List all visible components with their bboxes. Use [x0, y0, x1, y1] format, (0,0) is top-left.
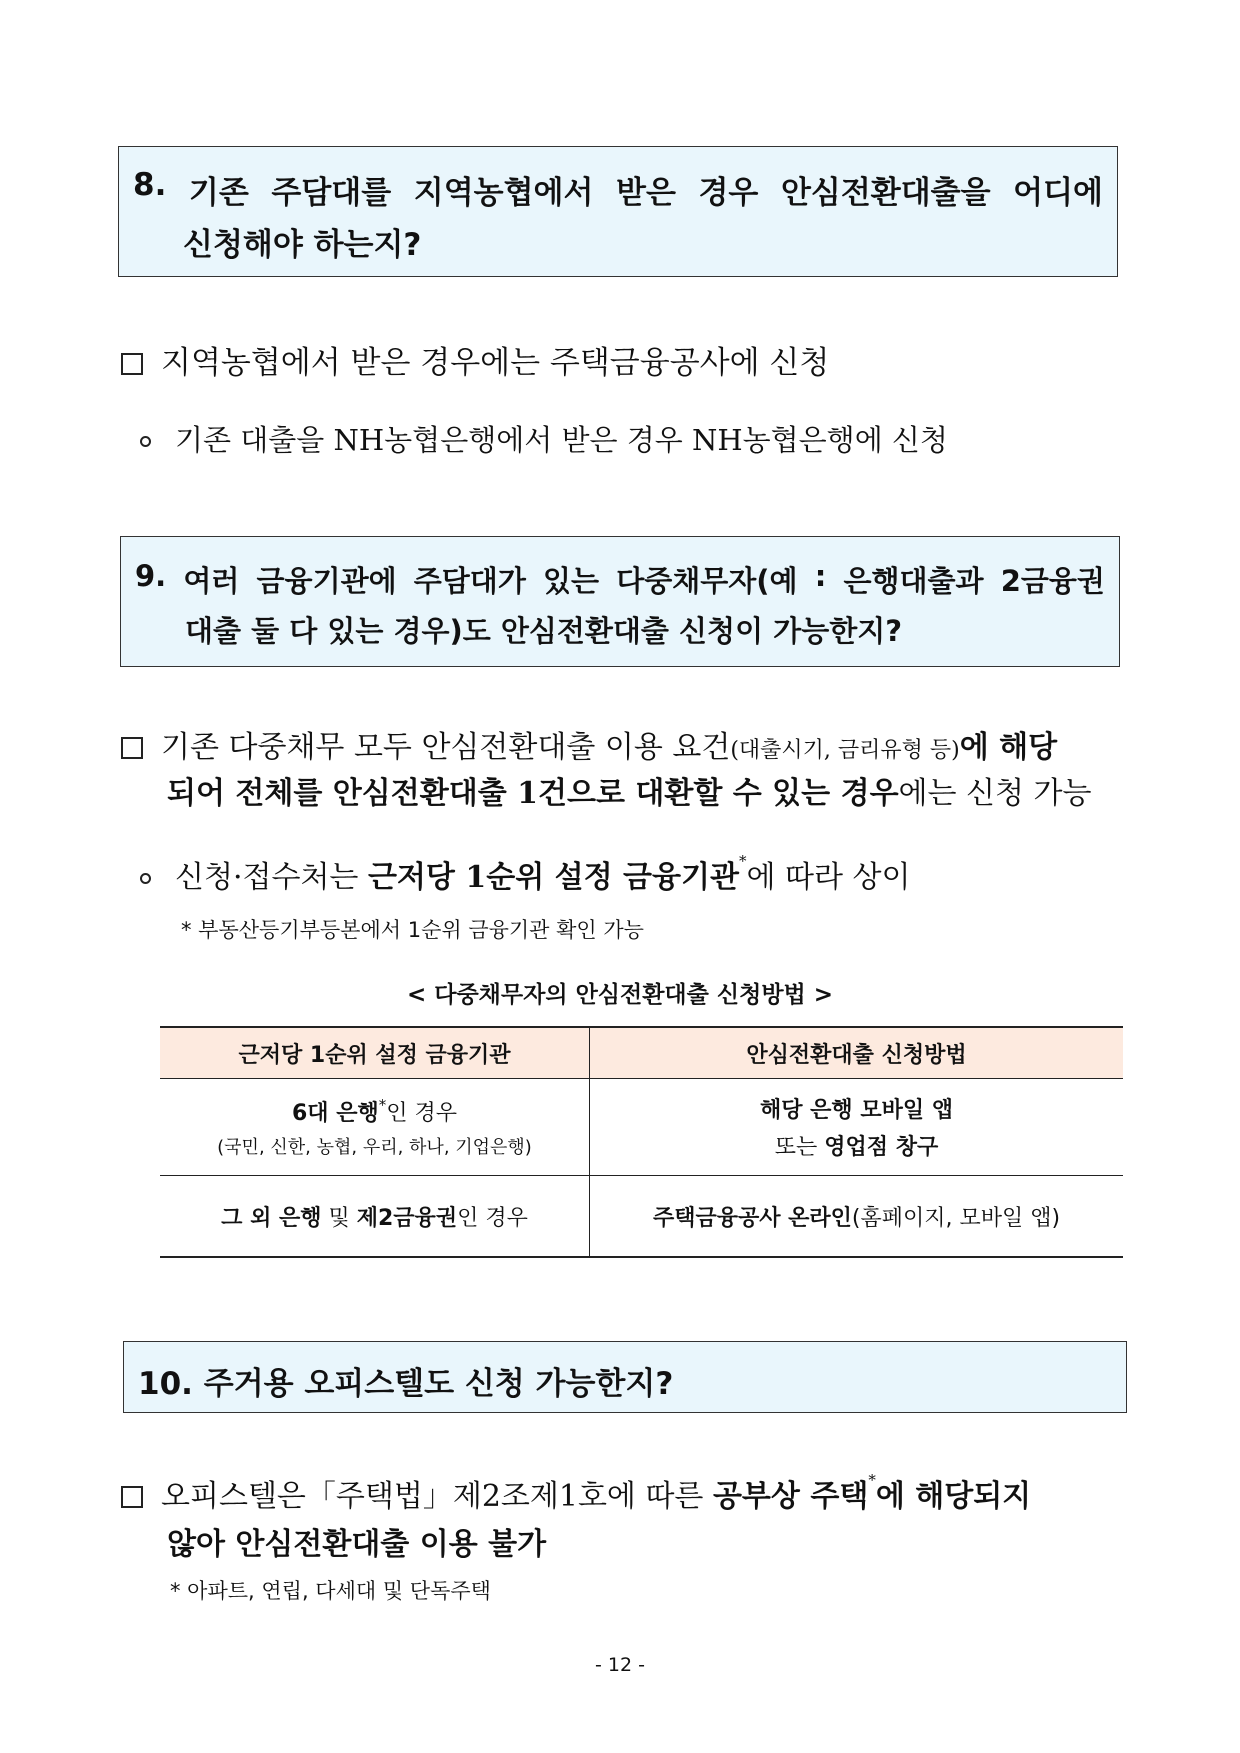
answer-10-main-line2: 않아 안심전환대출 이용 불가	[167, 1527, 547, 1562]
question-10-line1: 10. 주거용 오피스텔도 신청 가능한지?	[138, 1366, 674, 1402]
answer-9-main-line1: 기존 다중채무 모두 안심전환대출 이용 요건(대출시기, 금리유형 등)에 해당	[121, 722, 1057, 766]
question-9-box	[120, 536, 1120, 667]
table-caption: < 다중채무자의 안심전환대출 신청방법 >	[406, 982, 834, 1008]
table-header-method: 안심전환대출 신청방법	[590, 1027, 1124, 1079]
question-8-box	[118, 146, 1118, 277]
question-10-box	[123, 1341, 1127, 1413]
page-number: - 12 -	[595, 1654, 645, 1676]
checkbox-square-icon	[121, 353, 143, 375]
table-cell-hf-online: 주택금융공사 온라인(홈페이지, 모바일 앱)	[590, 1176, 1124, 1258]
answer-9-sub: 신청·접수처는 근저당 1순위 설정 금융기관*에 따라 상이	[140, 852, 910, 896]
answer-10-footnote: * 아파트, 연립, 다세대 및 단독주택	[170, 1579, 491, 1603]
answer-8-main: 지역농협에서 받은 경우에는 주택금융공사에 신청	[121, 337, 829, 382]
application-method-table	[160, 1026, 1123, 1258]
table-header-institution: 근저당 1순위 설정 금융기관	[160, 1027, 590, 1079]
table-cell-6-banks: 6대 은행*인 경우 (국민, 신한, 농협, 우리, 하나, 기업은행)	[160, 1079, 590, 1176]
table-row	[160, 1176, 1123, 1258]
circle-bullet-icon	[140, 873, 151, 884]
question-8-line1: 8. 기존 주담대를 지역농협에서 받은 경우 안심전환대출을 어디에	[133, 167, 1103, 211]
table-cell-bank-app: 해당 은행 모바일 앱 또는 영업점 창구	[590, 1079, 1124, 1176]
answer-9-main-line2: 되어 전체를 안심전환대출 1건으로 대환할 수 있는 경우에는 신청 가능	[167, 776, 1092, 811]
question-9-line1: 9. 여러 금융기관에 주담대가 있는 다중채무자(예 : 은행대출과 2금융권	[135, 559, 1105, 598]
circle-bullet-icon	[140, 436, 151, 447]
answer-8-sub: 기존 대출을 NH농협은행에서 받은 경우 NH농협은행에 신청	[140, 418, 948, 459]
table-row	[160, 1079, 1123, 1176]
table-header-row	[160, 1027, 1123, 1079]
answer-9-footnote: * 부동산등기부등본에서 1순위 금융기관 확인 가능	[181, 918, 644, 942]
question-9-line2: 대출 둘 다 있는 경우)도 안심전환대출 신청이 가능한지?	[185, 614, 903, 648]
table-cell-other-banks: 그 외 은행 및 제2금융권인 경우	[160, 1176, 590, 1258]
answer-10-main-line1: 오피스텔은「주택법」제2조제1호에 따른 공부상 주택*에 해당되지	[121, 1471, 1031, 1515]
question-8-line2: 신청해야 하는지?	[183, 227, 422, 263]
checkbox-square-icon	[121, 1486, 143, 1508]
checkbox-square-icon	[121, 737, 143, 759]
